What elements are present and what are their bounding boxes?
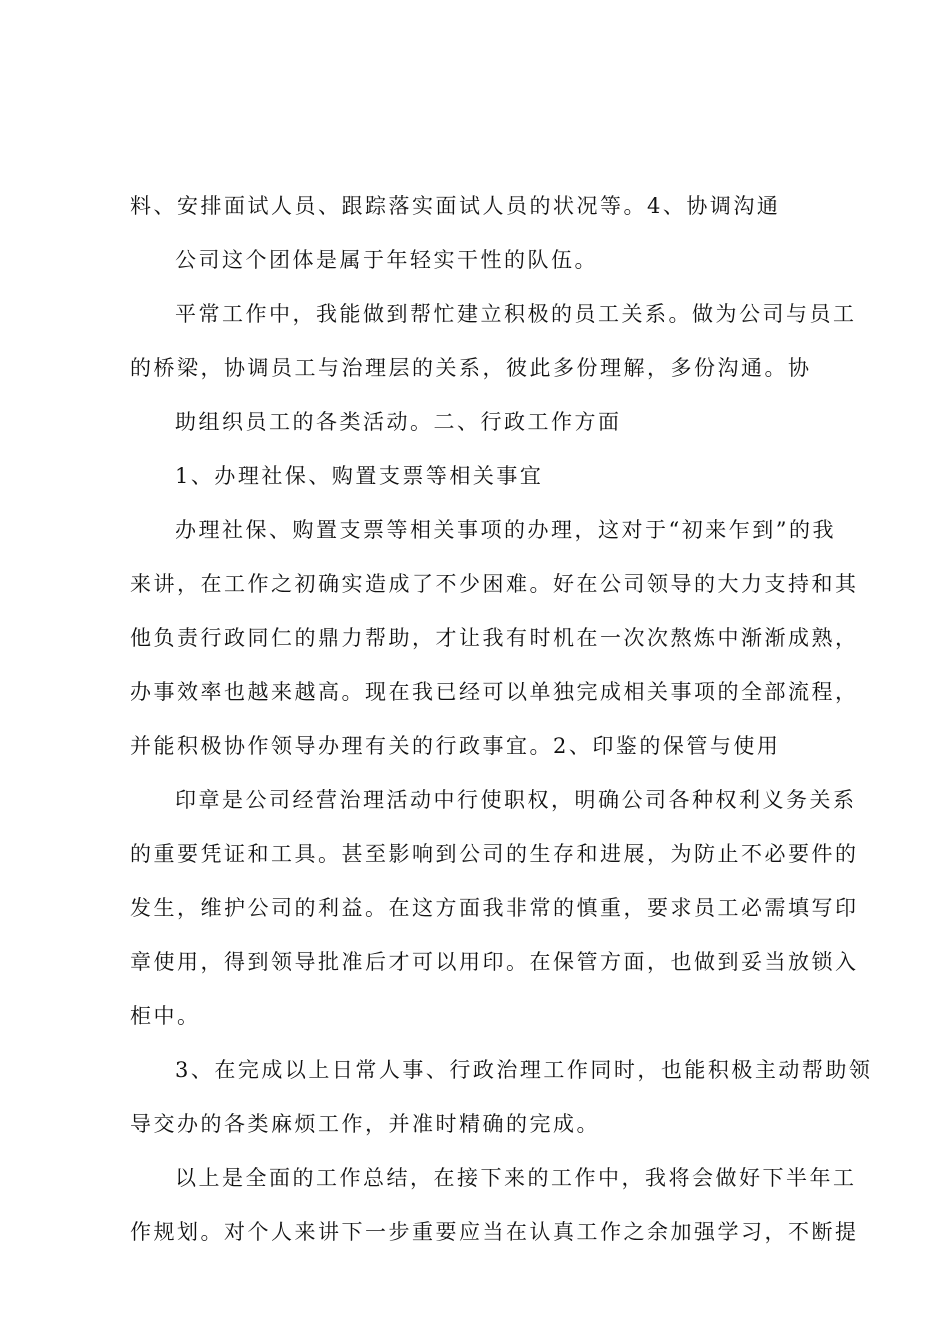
text-line: 的重要凭证和工具。甚至影响到公司的生存和进展，为防止不必要件的 [130,842,859,866]
text-line: 1、办理社保、购置支票等相关事宜 [175,464,544,488]
text-line: 发生，维护公司的利益。在这方面我非常的慎重，要求员工必需填写印 [130,896,859,920]
document-body [130,188,873,1250]
text-line: 料、安排面试人员、跟踪落实面试人员的状况等。4、协调沟通 [130,194,781,218]
text-line: 并能积极协作领导办理有关的行政事宜。2、印鉴的保管与使用 [130,734,781,758]
text-line: 章使用，得到领导批准后才可以用印。在保管方面，也做到妥当放锁入 [130,950,859,974]
text-line: 3、在完成以上日常人事、行政治理工作同时，也能积极主动帮助领 [175,1058,873,1082]
text-line: 平常工作中，我能做到帮忙建立积极的员工关系。做为公司与员工 [175,302,857,326]
text-line: 印章是公司经营治理活动中行使职权，明确公司各种权利义务关系 [175,788,857,812]
text-line: 以上是全面的工作总结，在接下来的工作中，我将会做好下半年工 [175,1166,857,1190]
text-line: 助组织员工的各类活动。二、行政工作方面 [175,410,622,434]
text-line: 柜中。 [130,1004,201,1028]
text-line: 办理社保、购置支票等相关事项的办理，这对于“初来乍到”的我 [175,518,836,542]
text-line: 公司这个团体是属于年轻实干性的队伍。 [175,248,598,272]
text-line: 作规划。对个人来讲下一步重要应当在认真工作之余加强学习，不断提 [130,1220,859,1244]
text-line: 的桥梁，协调员工与治理层的关系，彼此多份理解，多份沟通。协 [130,356,812,380]
text-line: 来讲，在工作之初确实造成了不少困难。好在公司领导的大力支持和其 [130,572,859,596]
text-line: 导交办的各类麻烦工作，并准时精确的完成。 [130,1112,600,1136]
text-line: 他负责行政同仁的鼎力帮助，才让我有时机在一次次熬炼中渐渐成熟， [130,626,859,650]
text-line: 办事效率也越来越高。现在我已经可以单独完成相关事项的全部流程， [130,680,859,704]
